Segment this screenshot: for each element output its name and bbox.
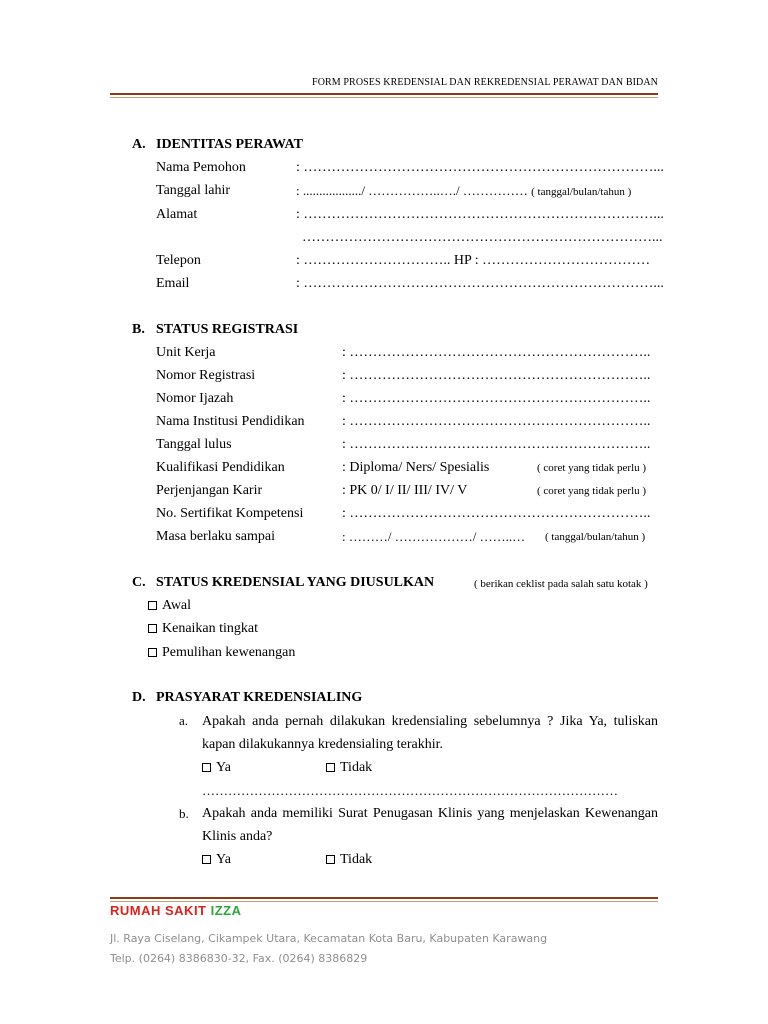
registrasi-row-field[interactable]: : ……………………………………………………….. (342, 368, 651, 383)
footer-rule-thin (110, 901, 658, 902)
footer-address: Jl. Raya Ciselang, Cikampek Utara, Kecamatan Kota Baru, Kabupaten Karawang (110, 932, 548, 945)
question-a-answer-line[interactable]: …………………………………………………………………………………… (202, 783, 618, 798)
registrasi-row-label: Masa berlaku sampai (156, 529, 275, 544)
section-c-letter: C. (132, 575, 146, 590)
question-b-yes-option[interactable] (202, 852, 231, 868)
email-label: Email (156, 276, 190, 291)
status-option-pemulihan[interactable] (148, 645, 295, 661)
hospital-brand (110, 903, 242, 918)
tanggal-lahir-note: ( tanggal/bulan/tahun ) (531, 186, 632, 198)
registrasi-row-label: Nomor Ijazah (156, 391, 234, 406)
status-option-kenaikan[interactable] (148, 621, 258, 637)
yes-label: Ya (216, 852, 231, 867)
telepon-label: Telepon (156, 253, 201, 268)
yes-label: Ya (216, 760, 231, 775)
registrasi-row-note: ( tanggal/bulan/tahun ) (545, 531, 646, 543)
registrasi-row-label: Nama Institusi Pendidikan (156, 414, 305, 429)
header-rule-thick (110, 93, 658, 95)
checkbox[interactable] (202, 763, 211, 772)
alamat-label: Alamat (156, 207, 198, 222)
checkbox[interactable] (202, 855, 211, 864)
checkbox[interactable] (148, 624, 157, 633)
footer-phone: Telp. (0264) 8386830-32, Fax. (0264) 8386829 (110, 952, 368, 965)
section-d-heading (132, 690, 362, 706)
section-b-heading (132, 322, 298, 338)
checkbox[interactable] (326, 763, 335, 772)
footer-rule-thick (110, 897, 658, 899)
brand-red-text: RUMAH SAKIT (110, 903, 207, 918)
section-a-title: IDENTITAS PERAWAT (156, 137, 303, 152)
alamat-field-line2[interactable]: …………………………………………………………………... (302, 230, 663, 245)
nama-pemohon-field[interactable]: : …………………………………………………………………... (296, 160, 664, 175)
nama-pemohon-label: Nama Pemohon (156, 160, 246, 175)
registrasi-row-field[interactable]: : PK 0/ I/ II/ III/ IV/ V (342, 483, 468, 498)
question-b-text: Apakah anda memiliki Surat Penugasan Klinis yang menjelaskan Kewenangan Klinis anda? (202, 806, 658, 844)
section-a-heading (132, 137, 303, 153)
registrasi-row-field[interactable]: : ……………………………………………………….. (342, 391, 651, 406)
registrasi-row-label: Tanggal lulus (156, 437, 232, 452)
telepon-hp-field[interactable]: : ………………………….. HP : ……………………………… (296, 253, 651, 268)
tanggal-lahir-value: : ................../ ……………..…./ …………… (296, 183, 528, 198)
status-option-awal[interactable] (148, 598, 191, 614)
question-a-no-option[interactable] (326, 760, 372, 776)
registrasi-row-field[interactable]: : ……………………………………………………….. (342, 506, 651, 521)
question-b-no-option[interactable] (326, 852, 372, 868)
question-a-text: Apakah anda pernah dilakukan kredensialing sebelumnya ? Jika Ya, tuliskan kapan dilakukannya kredensialing terakhir. (202, 714, 658, 752)
registrasi-row-field[interactable]: : ……………………………………………………….. (342, 437, 651, 452)
registrasi-row-field[interactable]: : Diploma/ Ners/ Spesialis (342, 460, 490, 475)
tanggal-lahir-label: Tanggal lahir (156, 183, 231, 198)
section-a-letter: A. (132, 137, 146, 152)
form-header-title: FORM PROSES KREDENSIAL DAN REKREDENSIAL PERAWAT DAN BIDAN (312, 77, 658, 88)
brand-green-text: IZZA (210, 903, 242, 918)
section-c-note: ( berikan ceklist pada salah satu kotak ) (474, 578, 648, 590)
section-b-title: STATUS REGISTRASI (156, 322, 299, 337)
checkbox[interactable] (326, 855, 335, 864)
section-d-letter: D. (132, 690, 146, 705)
registrasi-row-label: Kualifikasi Pendidikan (156, 460, 285, 475)
header-rule-thin (110, 97, 658, 98)
section-c-title: STATUS KREDENSIAL YANG DIUSULKAN (156, 575, 435, 590)
registrasi-row-note: ( coret yang tidak perlu ) (537, 462, 647, 474)
registrasi-row-note: ( coret yang tidak perlu ) (537, 485, 647, 497)
section-b-letter: B. (132, 322, 145, 337)
registrasi-row-field[interactable]: : ………/ ………………/ ……..… (342, 529, 526, 544)
section-d-title: PRASYARAT KREDENSIALING (156, 690, 363, 705)
registrasi-row-label: Nomor Registrasi (156, 368, 256, 383)
tanggal-lahir-field[interactable] (296, 183, 631, 199)
no-label: Tidak (340, 852, 373, 867)
registrasi-row-field[interactable]: : ……………………………………………………….. (342, 345, 651, 360)
status-option-label: Kenaikan tingkat (162, 621, 259, 636)
question-b-marker: b. (179, 806, 189, 821)
checkbox[interactable] (148, 601, 157, 610)
registrasi-row-field[interactable]: : ……………………………………………………….. (342, 414, 651, 429)
registrasi-row-label: No. Sertifikat Kompetensi (156, 506, 304, 521)
no-label: Tidak (340, 760, 373, 775)
status-option-label: Pemulihan kewenangan (162, 645, 296, 660)
status-option-label: Awal (162, 598, 192, 613)
alamat-field-line1[interactable]: : …………………………………………………………………... (296, 207, 664, 222)
question-a-yes-option[interactable] (202, 760, 231, 776)
question-a-marker: a. (179, 713, 189, 728)
registrasi-row-label: Perjenjangan Karir (156, 483, 263, 498)
checkbox[interactable] (148, 648, 157, 657)
section-c-heading (132, 575, 434, 591)
registrasi-row-label: Unit Kerja (156, 345, 216, 360)
email-field[interactable]: : …………………………………………………………………... (296, 276, 664, 291)
